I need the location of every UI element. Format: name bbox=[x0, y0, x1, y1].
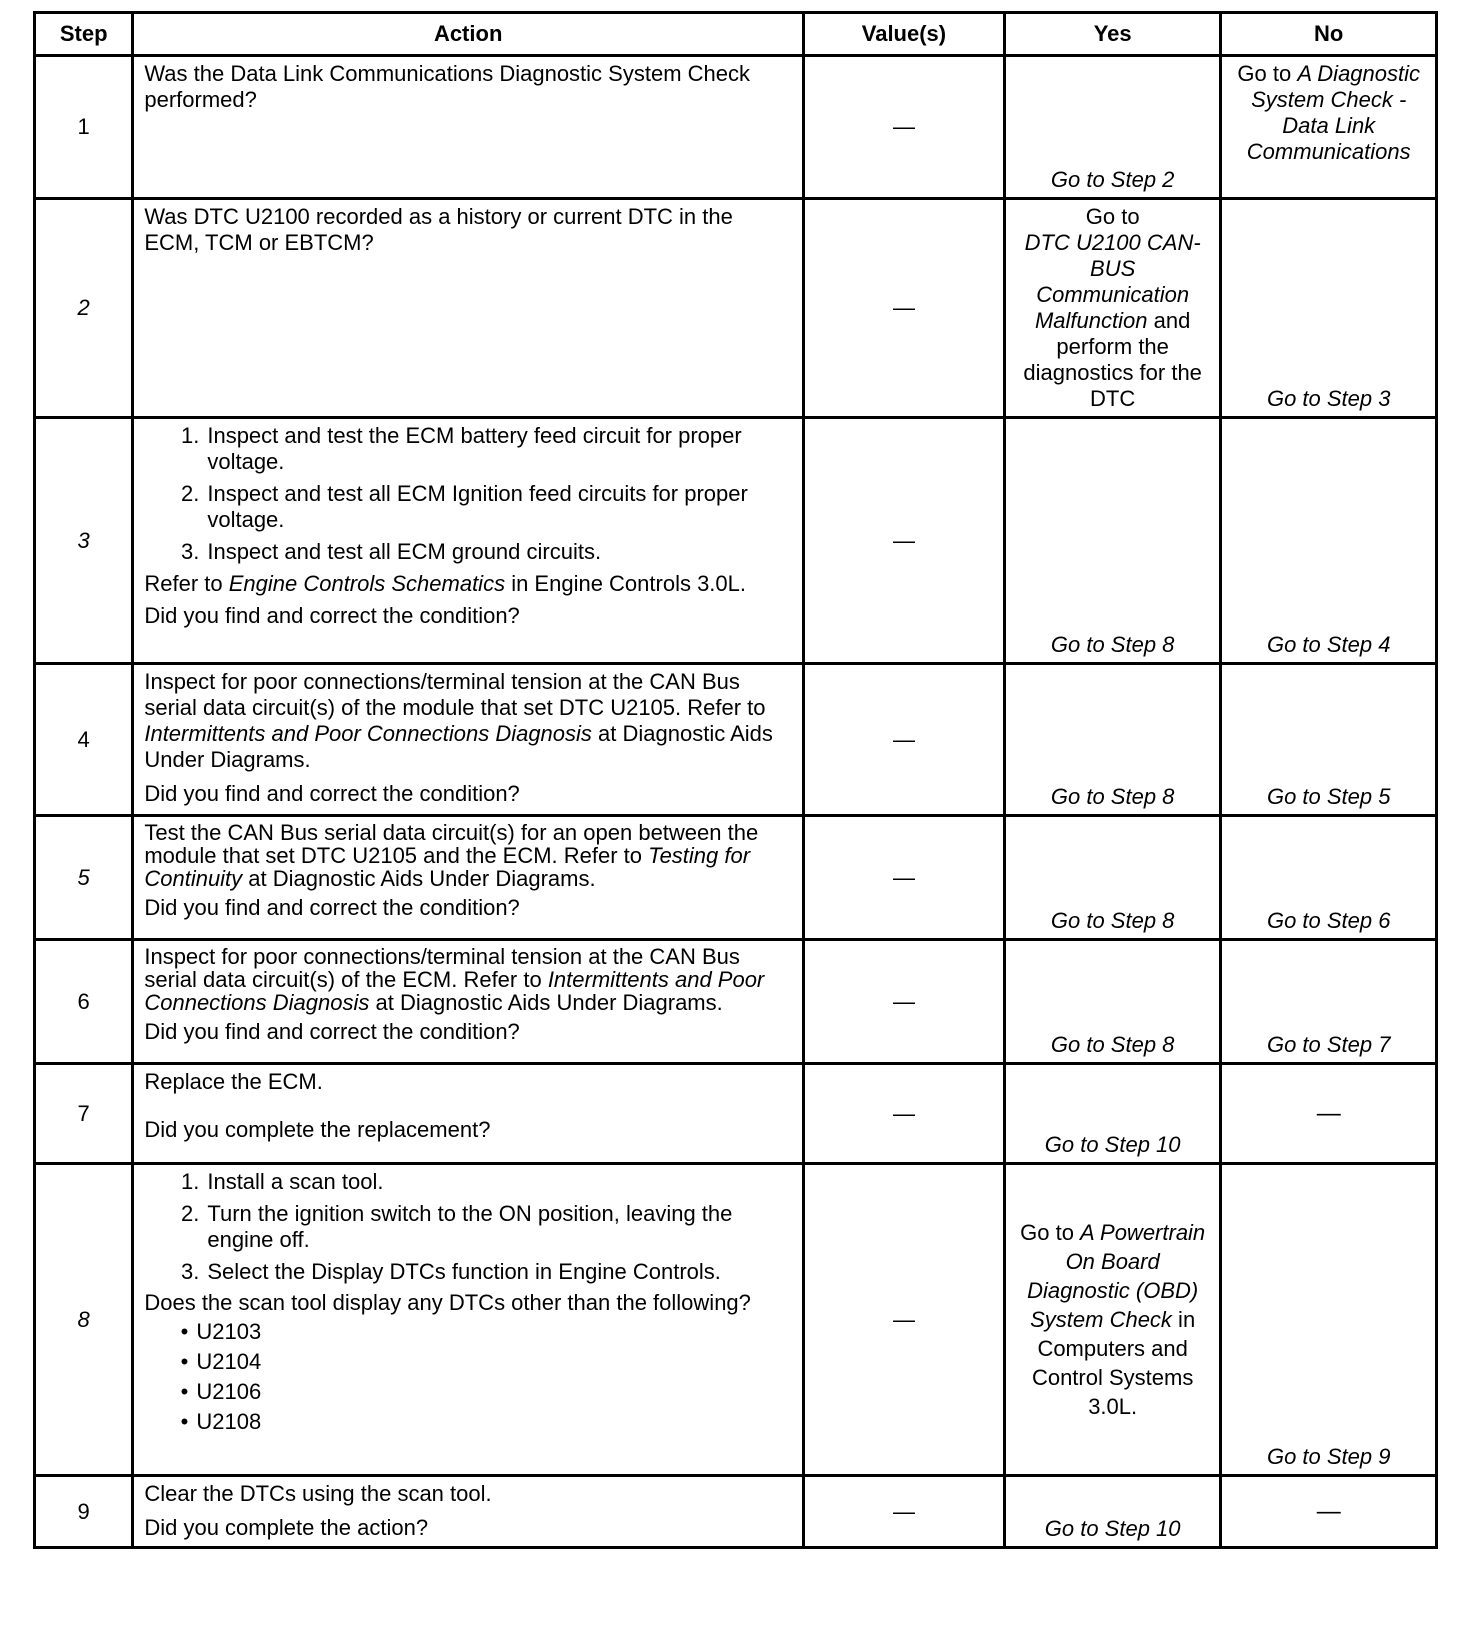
no-cell bbox=[1221, 199, 1437, 418]
table-row bbox=[35, 56, 1437, 199]
list-item: 3. Inspect and test all ECM ground circuits. bbox=[180, 539, 602, 564]
header-yes: Yes bbox=[1004, 13, 1221, 56]
list-item: • U2104 bbox=[180, 1349, 262, 1374]
step-number: 6 bbox=[35, 940, 133, 1064]
list-item: • U2103 bbox=[180, 1319, 262, 1344]
yes-cell: Go to DTC U2100 CAN-BUS Communication Malfunction and perform the diagnostics for the DTC bbox=[1004, 199, 1221, 418]
diagnostic-table bbox=[33, 11, 1438, 1549]
reference-link[interactable]: Engine Controls Schematics bbox=[228, 571, 506, 596]
action-text: Was DTC U2100 recorded as a history or current DTC in the ECM, TCM or EBTCM? bbox=[133, 199, 804, 418]
yes-cell bbox=[1004, 56, 1221, 199]
no-cell: — bbox=[1221, 1064, 1437, 1164]
action-text: Inspect for poor connections/terminal tension at the CAN Bus serial data circuit(s) of the module that set DTC U2105. Refer to Intermittents and Poor Connections Diagnosis at Diagnostic Aids Under Diagrams. Did you find and correct the condition? bbox=[133, 664, 804, 816]
no-link[interactable]: Go to Step 9 bbox=[1266, 1444, 1391, 1469]
header-step: Step bbox=[35, 13, 133, 56]
bullet-list bbox=[144, 1319, 792, 1435]
no-link[interactable]: Go to Step 3 bbox=[1266, 386, 1391, 411]
step-number: 8 bbox=[35, 1164, 133, 1476]
action-text: Inspect for poor connections/terminal tension at the CAN Bus serial data circuit(s) of the ECM. Refer to Intermittents and Poor Connections Diagnosis at Diagnostic Aids Under Diagrams. Did you find and correct the condition? bbox=[133, 940, 804, 1064]
action-text bbox=[133, 1164, 804, 1476]
question-text: Does the scan tool display any DTCs other than the following? bbox=[144, 1290, 751, 1315]
no-cell bbox=[1221, 664, 1437, 816]
reference-link[interactable]: Testing for Continuity bbox=[144, 843, 751, 891]
yes-link[interactable]: Go to Step 8 bbox=[1050, 784, 1175, 809]
header-action: Action bbox=[133, 13, 804, 56]
step-number: 2 bbox=[35, 199, 133, 418]
yes-link[interactable]: Go to Step 8 bbox=[1050, 908, 1175, 933]
value-cell: — bbox=[804, 1476, 1005, 1548]
yes-link[interactable]: A Powertrain On Board Diagnostic (OBD) System Check bbox=[1027, 1220, 1206, 1332]
action-text: Test the CAN Bus serial data circuit(s) for an open between the module that set DTC U2105 and the ECM. Refer to Testing for Continuity at Diagnostic Aids Under Diagrams. Did you find and correct the condition? bbox=[133, 816, 804, 940]
yes-cell bbox=[1004, 418, 1221, 664]
table-row bbox=[35, 1064, 1437, 1164]
yes-link[interactable]: Go to Step 8 bbox=[1050, 1032, 1175, 1057]
header-no: No bbox=[1221, 13, 1437, 56]
numbered-list bbox=[144, 423, 792, 565]
yes-cell bbox=[1004, 816, 1221, 940]
list-item: • U2106 bbox=[180, 1379, 262, 1404]
header-values: Value(s) bbox=[804, 13, 1005, 56]
yes-cell bbox=[1004, 940, 1221, 1064]
step-number: 9 bbox=[35, 1476, 133, 1548]
no-cell: Go to A Diagnostic System Check - Data Link Communications bbox=[1221, 56, 1437, 199]
table-row bbox=[35, 418, 1437, 664]
value-cell: — bbox=[804, 1164, 1005, 1476]
list-item: 1. Install a scan tool. bbox=[180, 1169, 384, 1194]
table-row bbox=[35, 1164, 1437, 1476]
reference-text: Refer to Engine Controls Schematics in Engine Controls 3.0L. bbox=[144, 571, 747, 596]
yes-cell bbox=[1004, 1476, 1221, 1548]
yes-cell: Go to A Powertrain On Board Diagnostic (OBD) System Check in Computers and Control Systems 3.0L. bbox=[1004, 1164, 1221, 1476]
numbered-list bbox=[144, 1169, 792, 1285]
no-cell bbox=[1221, 1164, 1437, 1476]
list-item: 3. Select the Display DTCs function in Engine Controls. bbox=[180, 1259, 721, 1284]
yes-cell bbox=[1004, 1064, 1221, 1164]
step-number: 5 bbox=[35, 816, 133, 940]
yes-link[interactable]: Go to Step 8 bbox=[1050, 632, 1175, 657]
table-row bbox=[35, 1476, 1437, 1548]
question-text: Did you find and correct the condition? bbox=[144, 603, 520, 628]
value-cell: — bbox=[804, 199, 1005, 418]
reference-link[interactable]: Intermittents and Poor Connections Diagnosis bbox=[144, 721, 592, 746]
yes-cell bbox=[1004, 664, 1221, 816]
action-text bbox=[133, 418, 804, 664]
no-link[interactable]: A Diagnostic System Check - Data Link Communications bbox=[1246, 61, 1421, 164]
no-cell bbox=[1221, 418, 1437, 664]
question-text: Did you find and correct the condition? bbox=[144, 1019, 520, 1044]
list-item: 1. Inspect and test the ECM battery feed circuit for proper voltage. bbox=[180, 423, 742, 474]
list-item: 2. Inspect and test all ECM Ignition feed circuits for proper voltage. bbox=[180, 481, 748, 532]
table-row bbox=[35, 816, 1437, 940]
value-cell: — bbox=[804, 1064, 1005, 1164]
question-text: Did you find and correct the condition? bbox=[144, 895, 520, 920]
no-link[interactable]: Go to Step 5 bbox=[1266, 784, 1391, 809]
table-row bbox=[35, 940, 1437, 1064]
no-link[interactable]: Go to Step 7 bbox=[1266, 1032, 1391, 1057]
value-cell: — bbox=[804, 56, 1005, 199]
reference-link[interactable]: Intermittents and Poor Connections Diagnosis bbox=[144, 967, 765, 1015]
yes-link[interactable]: Go to Step 2 bbox=[1050, 167, 1175, 192]
value-cell: — bbox=[804, 664, 1005, 816]
table-row bbox=[35, 199, 1437, 418]
list-item: 2. Turn the ignition switch to the ON position, leaving the engine off. bbox=[180, 1201, 733, 1252]
no-cell bbox=[1221, 940, 1437, 1064]
question-text: Did you complete the replacement? bbox=[144, 1117, 491, 1142]
step-number: 1 bbox=[35, 56, 133, 199]
step-number: 3 bbox=[35, 418, 133, 664]
question-text: Did you complete the action? bbox=[144, 1515, 429, 1540]
no-link[interactable]: Go to Step 6 bbox=[1266, 908, 1391, 933]
header-row bbox=[35, 13, 1437, 56]
value-cell: — bbox=[804, 816, 1005, 940]
value-cell: — bbox=[804, 418, 1005, 664]
no-link[interactable]: Go to Step 4 bbox=[1266, 632, 1391, 657]
step-number: 7 bbox=[35, 1064, 133, 1164]
step-number: 4 bbox=[35, 664, 133, 816]
question-text: Did you find and correct the condition? bbox=[144, 781, 520, 806]
yes-link[interactable]: DTC U2100 CAN-BUS Communication Malfunction bbox=[1024, 230, 1201, 333]
action-text: Was the Data Link Communications Diagnostic System Check performed? bbox=[133, 56, 804, 199]
table-row bbox=[35, 664, 1437, 816]
yes-link[interactable]: Go to Step 10 bbox=[1044, 1132, 1181, 1157]
action-text: Clear the DTCs using the scan tool. Did you complete the action? bbox=[133, 1476, 804, 1548]
value-cell: — bbox=[804, 940, 1005, 1064]
no-cell bbox=[1221, 816, 1437, 940]
list-item: • U2108 bbox=[180, 1409, 262, 1434]
action-text: Replace the ECM. Did you complete the replacement? bbox=[133, 1064, 804, 1164]
yes-link[interactable]: Go to Step 10 bbox=[1044, 1516, 1181, 1541]
no-cell: — bbox=[1221, 1476, 1437, 1548]
